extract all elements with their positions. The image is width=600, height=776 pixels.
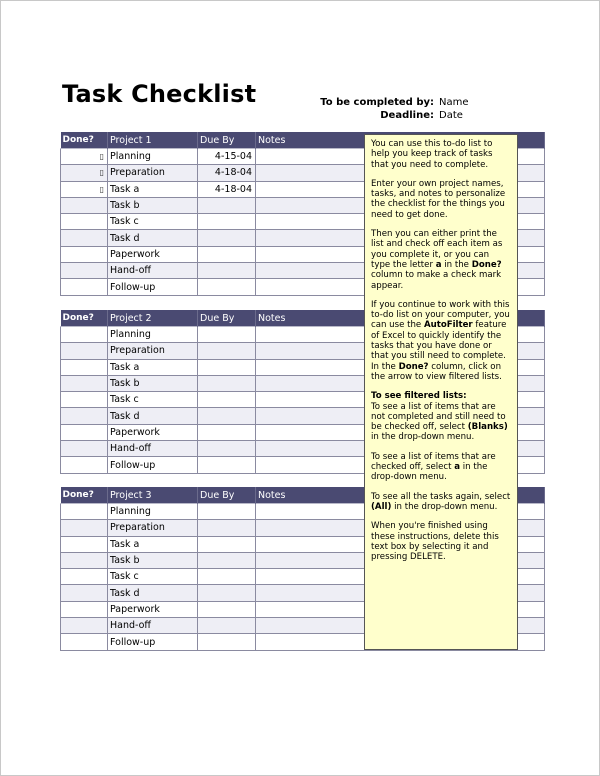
- task-cell[interactable]: Task c: [108, 569, 198, 585]
- done-cell[interactable]: [61, 457, 108, 473]
- due-date-cell[interactable]: [198, 408, 256, 424]
- project-name-header[interactable]: Project 1: [108, 132, 198, 149]
- help-para-8: When you're finished using these instructions, delete this text box by selecting it and pressing DELETE.: [371, 521, 499, 563]
- help-filter-heading: To see filtered lists:: [371, 391, 467, 402]
- due-date-cell[interactable]: [198, 279, 256, 295]
- due-date-cell[interactable]: 4-18-04: [198, 165, 256, 181]
- help-para-4: If you continue to work with this to-do list on your computer, you can use the AutoFilter feature of Excel to quickly identify the tasks that you have done or that you still need to complete. In the Done? column, click on the arrow to view filtered lists.: [371, 299, 510, 382]
- task-cell[interactable]: Task c: [108, 392, 198, 408]
- done-cell[interactable]: [61, 585, 108, 601]
- due-date-cell[interactable]: [198, 634, 256, 650]
- done-cell[interactable]: [61, 359, 108, 375]
- page-title: Task Checklist: [62, 80, 257, 108]
- notes-column-header[interactable]: Notes: [256, 132, 545, 149]
- done-cell[interactable]: [61, 552, 108, 568]
- task-cell[interactable]: Hand-off: [108, 263, 198, 279]
- notes-column-header[interactable]: Notes: [256, 487, 545, 504]
- due-date-cell[interactable]: [198, 601, 256, 617]
- help-para-1: You can use this to-do list to help you keep track of tasks that you need to complete.: [371, 139, 493, 170]
- due-date-cell[interactable]: [198, 375, 256, 391]
- task-cell[interactable]: Task d: [108, 585, 198, 601]
- due-date-cell[interactable]: [198, 263, 256, 279]
- done-cell[interactable]: [61, 197, 108, 213]
- task-cell[interactable]: Paperwork: [108, 424, 198, 440]
- task-cell[interactable]: Paperwork: [108, 246, 198, 262]
- help-para-2: Enter your own project names, tasks, and notes to personalize the checklist for the things you need to get done.: [371, 178, 506, 220]
- instructions-textbox[interactable]: [364, 134, 518, 650]
- done-cell[interactable]: [61, 520, 108, 536]
- task-cell[interactable]: Task a: [108, 181, 198, 197]
- done-cell[interactable]: [61, 246, 108, 262]
- done-cell[interactable]: [61, 601, 108, 617]
- project-name-header[interactable]: Project 2: [108, 310, 198, 327]
- help-para-3: Then you can either print the list and check off each item as you complete it, or you can type the letter a in the Done? column to make a check mark appear.: [371, 229, 503, 291]
- due-by-column-header[interactable]: Due By: [198, 310, 256, 327]
- done-cell[interactable]: [61, 392, 108, 408]
- done-cell[interactable]: [61, 634, 108, 650]
- task-cell[interactable]: Preparation: [108, 165, 198, 181]
- help-para-6: To see a list of items that are checked off, select a in the drop-down menu.: [371, 451, 496, 483]
- due-date-cell[interactable]: [198, 552, 256, 568]
- task-cell[interactable]: Planning: [108, 327, 198, 343]
- task-cell[interactable]: Follow-up: [108, 457, 198, 473]
- done-cell[interactable]: [61, 569, 108, 585]
- done-cell[interactable]: [61, 214, 108, 230]
- completed-by-label: To be completed by:: [320, 97, 434, 108]
- due-date-cell[interactable]: [198, 246, 256, 262]
- done-cell[interactable]: ▯: [61, 149, 108, 165]
- due-date-cell[interactable]: [198, 392, 256, 408]
- help-para-5: To see a list of items that are not completed and still need to be checked off, select (Blanks) in the drop-down menu.: [371, 401, 508, 443]
- due-date-cell[interactable]: [198, 230, 256, 246]
- done-column-header[interactable]: Done?: [61, 132, 108, 149]
- due-date-cell[interactable]: [198, 520, 256, 536]
- deadline-value[interactable]: Date: [439, 110, 463, 121]
- done-cell[interactable]: [61, 536, 108, 552]
- due-date-cell[interactable]: [198, 327, 256, 343]
- task-cell[interactable]: Task a: [108, 359, 198, 375]
- done-column-header[interactable]: Done?: [61, 310, 108, 327]
- task-cell[interactable]: Hand-off: [108, 618, 198, 634]
- done-cell[interactable]: [61, 375, 108, 391]
- task-cell[interactable]: Task b: [108, 552, 198, 568]
- due-date-cell[interactable]: [198, 197, 256, 213]
- task-cell[interactable]: Planning: [108, 504, 198, 520]
- task-cell[interactable]: Paperwork: [108, 601, 198, 617]
- done-cell[interactable]: [61, 343, 108, 359]
- due-date-cell[interactable]: [198, 424, 256, 440]
- due-by-column-header[interactable]: Due By: [198, 132, 256, 149]
- task-cell[interactable]: Task c: [108, 214, 198, 230]
- due-date-cell[interactable]: [198, 504, 256, 520]
- due-date-cell[interactable]: [198, 343, 256, 359]
- done-cell[interactable]: [61, 230, 108, 246]
- due-date-cell[interactable]: 4-15-04: [198, 149, 256, 165]
- due-date-cell[interactable]: [198, 214, 256, 230]
- due-by-column-header[interactable]: Due By: [198, 487, 256, 504]
- notes-column-header[interactable]: Notes: [256, 310, 545, 327]
- due-date-cell[interactable]: [198, 457, 256, 473]
- done-cell[interactable]: ▯: [61, 165, 108, 181]
- due-date-cell[interactable]: [198, 618, 256, 634]
- task-cell[interactable]: Preparation: [108, 343, 198, 359]
- done-cell[interactable]: [61, 504, 108, 520]
- task-cell[interactable]: Task b: [108, 375, 198, 391]
- task-cell[interactable]: Task d: [108, 408, 198, 424]
- task-cell[interactable]: Hand-off: [108, 441, 198, 457]
- project-name-header[interactable]: Project 3: [108, 487, 198, 504]
- deadline-label: Deadline:: [380, 110, 434, 121]
- done-cell[interactable]: ▯: [61, 181, 108, 197]
- task-cell[interactable]: Task b: [108, 197, 198, 213]
- due-date-cell[interactable]: [198, 359, 256, 375]
- task-cell[interactable]: Preparation: [108, 520, 198, 536]
- due-date-cell[interactable]: [198, 585, 256, 601]
- task-cell[interactable]: Task a: [108, 536, 198, 552]
- due-date-cell[interactable]: [198, 569, 256, 585]
- done-cell[interactable]: [61, 424, 108, 440]
- done-cell[interactable]: [61, 263, 108, 279]
- help-para-7: To see all the tasks again, select (All) in the drop-down menu.: [371, 491, 511, 512]
- due-date-cell[interactable]: [198, 536, 256, 552]
- due-date-cell[interactable]: 4-18-04: [198, 181, 256, 197]
- due-date-cell[interactable]: [198, 441, 256, 457]
- task-cell[interactable]: Task d: [108, 230, 198, 246]
- done-cell[interactable]: [61, 618, 108, 634]
- done-cell[interactable]: [61, 279, 108, 295]
- completed-by-value[interactable]: Name: [439, 97, 469, 108]
- done-cell[interactable]: [61, 408, 108, 424]
- done-column-header[interactable]: Done?: [61, 487, 108, 504]
- task-cell[interactable]: Follow-up: [108, 279, 198, 295]
- task-cell[interactable]: Planning: [108, 149, 198, 165]
- done-cell[interactable]: [61, 441, 108, 457]
- done-cell[interactable]: [61, 327, 108, 343]
- task-cell[interactable]: Follow-up: [108, 634, 198, 650]
